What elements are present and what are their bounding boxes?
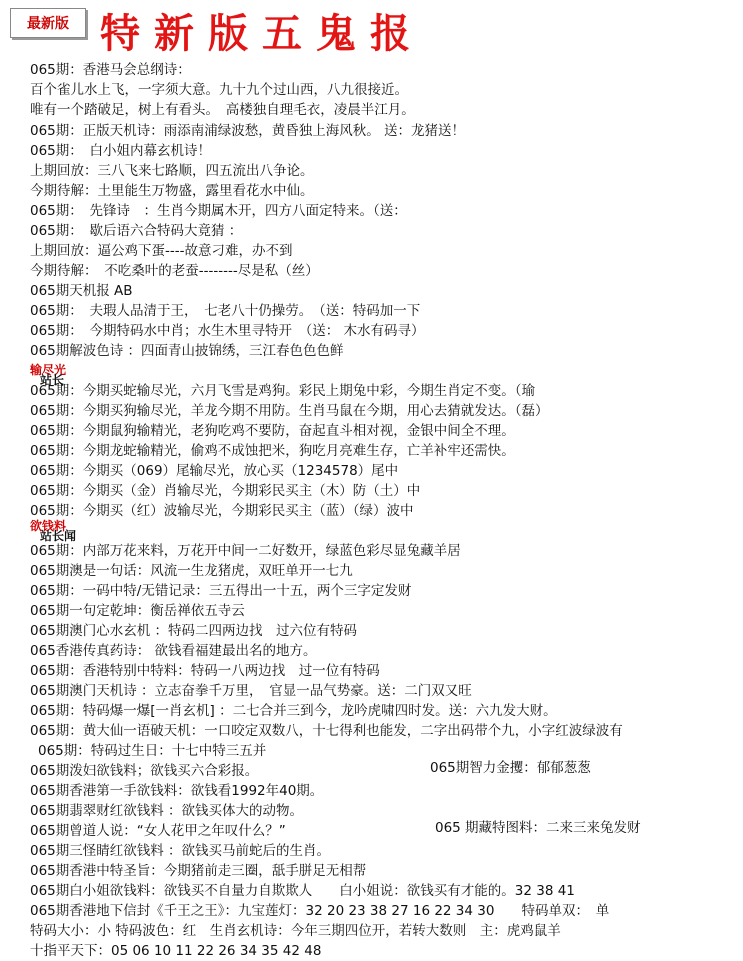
- text-line: 065期泼妇欲钱料；欲钱买六合彩报。: [30, 763, 259, 779]
- text-line: 065期：香港特别中特料：特码一八两边找 过一位有特码: [30, 663, 380, 679]
- latest-edition-badge: 最新版: [10, 8, 86, 38]
- text-line: 065期白小姐欲钱料：欲钱买不自量力自欺欺人 白小姐说：欲钱买有才能的。32 38 41: [30, 883, 575, 899]
- text-line: 今期待解：土里能生万物盛，露里看花水中仙。: [30, 183, 314, 199]
- text-line: 065期：今期龙蛇输精光，偷鸡不成蚀把米，狗吃月亮难生存，亡羊补牢还需快。: [30, 443, 515, 459]
- section-label-lose: 输尽光: [30, 363, 67, 377]
- text-line: 065期：特码爆一爆[一肖玄机] ：二七合并三到今，龙吟虎啸四时发。送：六九发大财。: [30, 703, 557, 719]
- text-line: 百个雀儿水上飞，一字须大意。九十九个过山西，八九很接近。: [30, 82, 408, 98]
- text-line: 上期回放：逼公鸡下蛋----故意刁难，办不到: [30, 243, 293, 259]
- text-line: 065期： 歇后语六合特码大竟猜 ：: [30, 223, 243, 239]
- page-title: 特新版五鬼报: [100, 10, 424, 57]
- text-line: 065期：黄大仙一语破天机：一口咬定双数八，十七得利也能发，二字出码带个九，小字红波绿波有: [30, 723, 623, 739]
- text-line: 特码大小：小 特码波色：红 生肖玄机诗：今年三期四位开，若转大数则 主：虎鸡鼠羊: [30, 923, 561, 939]
- station-tag-1: 站长: [40, 373, 65, 387]
- text-line: 065期澳是一句话：风流一生龙猪虎，双旺单开一七九: [30, 563, 353, 579]
- text-line: 065期解波色诗 ：四面青山披锦绣，三江春色色色鲜: [30, 343, 344, 359]
- text-line: 065期香港第一手欲钱料：欲钱看1992年40期。: [30, 783, 324, 799]
- right-note-a: 065期智力金攫：郁郁葱葱: [430, 760, 591, 776]
- text-line: 065期：今期买（069）尾输尽光，放心买（1234578）尾中: [30, 463, 399, 479]
- text-line: 065期：今期鼠狗输精光，老狗吃鸡不要防，奋起直斗相对视，金银中间全不理。: [30, 423, 515, 439]
- section-label-money: 欲钱料: [30, 519, 67, 533]
- text-line: 065期澳门天机诗 ：立志奋拳千万里， 官显一品气势豪。送：二门双又旺: [30, 683, 472, 699]
- text-line: 065期曾道人说：“女人花甲之年叹什么？”: [30, 823, 286, 839]
- text-line: 上期回放：三八飞来七路顺，四五流出八争论。: [30, 163, 314, 179]
- text-line: 065期：特码过生日：十七中特三五并: [38, 743, 267, 759]
- text-line: 065期： 先锋诗 ：生肖今期属木开，四方八面定特来。（送：: [30, 203, 407, 219]
- text-line: 065期：香港马会总纲诗：: [30, 62, 191, 78]
- station-tag-2: 站长闻: [40, 529, 77, 543]
- text-line: 065期天机报 AB: [30, 283, 133, 299]
- text-line: 065期： 今期特码水中肖；水生木里寻特开 （送： 木水有码寻）: [30, 323, 425, 339]
- text-line: 065期：内部万花来料，万花开中间一二好数开，绿蓝色彩尽显兔藏羊居: [30, 543, 461, 559]
- text-line: 065期： 白小姐内幕玄机诗！: [30, 143, 212, 159]
- text-line: 065期：今期买狗输尽光，羊龙今期不用防。生肖马鼠在今期，用心去猜就发达。（磊）: [30, 403, 549, 419]
- text-line: 十指平天下：05 06 10 11 22 26 34 35 42 48: [30, 943, 322, 959]
- text-line: 065期：一码中特/无错记录：三五得出一十五，两个三字定发财: [30, 583, 412, 599]
- text-line: 今期待解： 不吃桑叶的老蚕--------尽是私（丝）: [30, 263, 319, 279]
- right-note-b: 065 期藏特图料：二来三来兔发财: [435, 820, 641, 836]
- text-line: 065期：今期买（红）波输尽光，今期彩民买主（蓝）（绿）波中: [30, 503, 414, 519]
- text-line: 065期翡翠财红欲钱料 ：欲钱买体大的动物。: [30, 803, 304, 819]
- text-line: 065期： 夫瑕人品清于王， 七老八十仍操劳。 （送：特码加一下: [30, 303, 421, 319]
- text-line: 065期：今期买蛇输尽光，六月飞雪是鸡狗。彩民上期兔中彩，今期生肖定不变。（瑜: [30, 383, 536, 399]
- text-line: 065香港传真药诗： 欲钱看福建最出名的地方。: [30, 643, 317, 659]
- text-line: 065期：今期买（金）肖输尽光，今期彩民买主（木）防（土）中: [30, 483, 421, 499]
- text-line: 065期：正版天机诗：雨添南浦绿波愁，黄昏独上海风秋。 送：龙猪送！: [30, 123, 466, 139]
- text-line: 065期一句定乾坤：衡岳禅依五寺云: [30, 603, 245, 619]
- text-line: 065期香港中特圣旨：今期猪前走三圈，舐手胼足无相帮: [30, 863, 367, 879]
- text-line: 065期三怪睛红欲钱料 ：欲钱买马前蛇后的生肖。: [30, 843, 331, 859]
- text-line: 065期澳门心水玄机 ：特码二四两边找 过六位有特码: [30, 623, 358, 639]
- text-line: 065期香港地下信封《千王之王》：九宝莲灯：32 20 23 38 27 16 22 34 30 特码单双： 单: [30, 903, 610, 919]
- text-line: 唯有一个踏破足，树上有看头。 高楼独自理毛衣，凌晨半江月。: [30, 102, 415, 118]
